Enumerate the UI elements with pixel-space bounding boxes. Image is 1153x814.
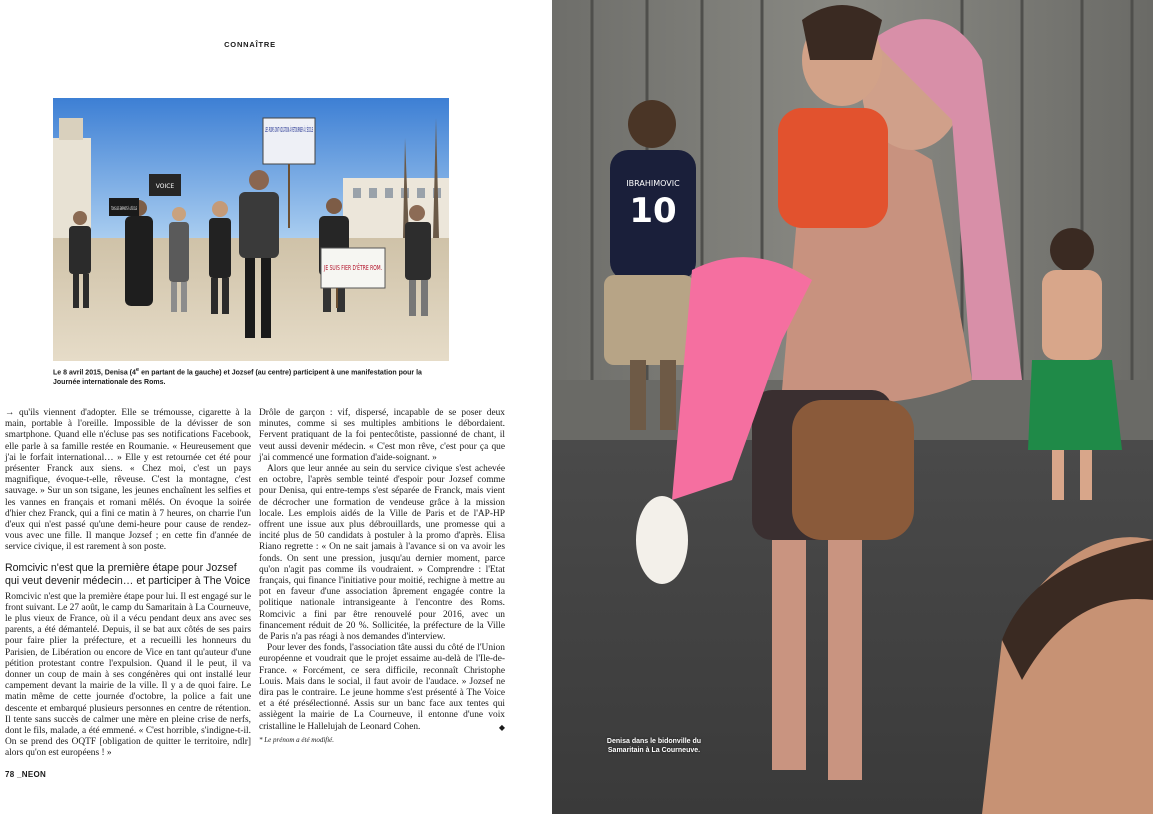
page-folio: 78 _NEON [5, 770, 47, 779]
inset-caption [53, 366, 449, 387]
jersey-name: IBRAHIMOVIC [626, 179, 680, 188]
paragraph: → qu'ils viennent d'adopter. Elle se trémousse, cigarette à la main, portable à l'oreille. Impossible de la dévisser de son smartphone. Quand elle n'écluse pas ses notifications Facebook, elle parle à sa famille restée en Roumanie. « Heureusement que j'ai le forfait international… » Elle y est retournée cet été pour présenter Franck aux siens. « Chez moi, c'est un pays magnifique, évoque-t-elle, rêveuse. C'est la montagne, c'est sauvage. » Sur un son tsigane, les jeunes enchaînent les selfies et les vannes en français et romani mêlés. On évoque la soirée d'hier chez Franck, qui a fini ce matin à 7 heures, on charrie l'un d'eux qui n'est passé qu'une demi-heure pour cause de rendez-vous avec une fille. Il manque Jozsef ; en cette fin d'année de service civique, il est rarement à son poste. [5, 408, 251, 553]
paragraph: Romcivic n'est que la première étape pour lui. Il est engagé sur le front suivant. Le 27 août, le camp du Samaritain à La Courneuve, le plus vieux de France, où il a vécu pendant deux ans avec ses parents, a été démantelé. Depuis, il se bat aux côtés de ses pairs pour faire plier la préfecture, et a recueilli les honneurs du Parisien, de Libération ou encore de Vice en tant qu'auteur d'une pétition protestant contre l'expulsion. Quand il le peut, il va donner un coup de main à ses congénères qui ont installé leur campement devant la mairie de la ville. Il y a de quoi faire. Le matin même de cette journée d'octobre, la police a fait une descente et embarqué plusieurs personnes en centre de rétention. Il tente sans succès de calmer une mère en pleine crise de nerfs, dont le fils, malade, a été emmené. « C'est horrible, s'indigne-t-il. On se prend des OQTF [obligation de quitter le territoire, ndlr] alors qu'on est européens ! » [5, 591, 251, 759]
paragraph-text: Pour lever des fonds, l'association tâte aussi du côté de l'Union européenne et voudrait que le projet essaime au-delà de l'Ile-de-France. « Forcément, ce sera difficile, reconnaît Christophe Louis. Mais dans le social, il faut avoir de l'audace. » Jozsef ne dira pas le contraire. Le jeune homme s'est présenté à The Voice et a été présélectionné. Assis sur un banc face aux tentes qui assiègent la mairie de La Courneuve, il entonne d'une voix cristalline le Hallelujah de Leonard Cohen. [259, 643, 505, 732]
main-photo [552, 0, 1153, 814]
photo-caption: Denisa dans le bidonville du Samaritain à La Courneuve. [606, 738, 702, 754]
sign-voice: VOICE [155, 183, 175, 190]
inset-photo [53, 98, 449, 361]
jersey-number: 10 [629, 191, 677, 231]
subheading: Romcivic n'est que la première étape pour Jozsef qui veut devenir médecin… et participer à The Voice [5, 561, 251, 587]
sign-roms-ecole [265, 125, 313, 134]
caption-bold: Le 8 avril 2015, Denisa (4 [53, 369, 136, 377]
caption-text: en partant de la gauche) et Jozsef (au centre) participent à une manifestation pour la Journée internationale des Roms. [53, 369, 422, 386]
caption-sup: e [135, 367, 140, 373]
paragraph: Alors que leur année au sein du service civique s'est achevée en octobre, l'après semble teinté d'espoir pour Jozsef comme pour Denisa, qui entre-temps s'est séparée de Franck, mais vient de décrocher une formation de vendeuse grâce à la mission locale. Les emplois aidés de la Ville de Paris et de l'AP-HP offrent une issue aux plus débrouillards, une promesse qui a incité plus de 50 candidats à postuler à la promo d'après. Elisa Riano regrette : « On ne sait jamais à l'avance si on va avoir les fonds. On sent une pression, jusqu'au dernier moment, parce qu'on n'agit pas comme ils voudraient. » Comprendre : l'Etat français, qui finance l'initiative pour moitié, rechigne à mettre au pot en faveur d'une association âprement engagée contre la politique nationale intransigeante à l'encontre des Roms. Romcivic a fini par être renouvelé pour 2016, avec un financement réduit de 20 %. Sollicitée, la préfecture de la Ville de Paris n'a pas réagi à nos demandes d'interview. [259, 464, 505, 643]
paragraph [259, 643, 505, 733]
section-tag: CONNAÎTRE [224, 40, 276, 49]
paragraph: Drôle de garçon : vif, dispersé, incapable de se poser deux minutes, comme si ses multiples ambitions le débordaient. Fervent pratiquant de la foi pentecôtiste, passionné de chant, il veut aussi devenir médecin. « C'est mon rêve, c'est pour ça que j'ai commencé une formation d'aide-soignant. » [259, 408, 505, 463]
sign-fier-rom: JE SUIS FIER D'ÊTRE ROM. [324, 264, 415, 272]
article-column-2 [259, 408, 505, 746]
article-column-1 [5, 408, 251, 760]
end-mark: ◆ [498, 722, 505, 732]
left-page [0, 0, 552, 814]
sign-ecole: TOUS LES ENFANTS À L'ÉCOLE [110, 206, 138, 211]
footnote: * Le prénom a été modifié. [259, 735, 335, 744]
